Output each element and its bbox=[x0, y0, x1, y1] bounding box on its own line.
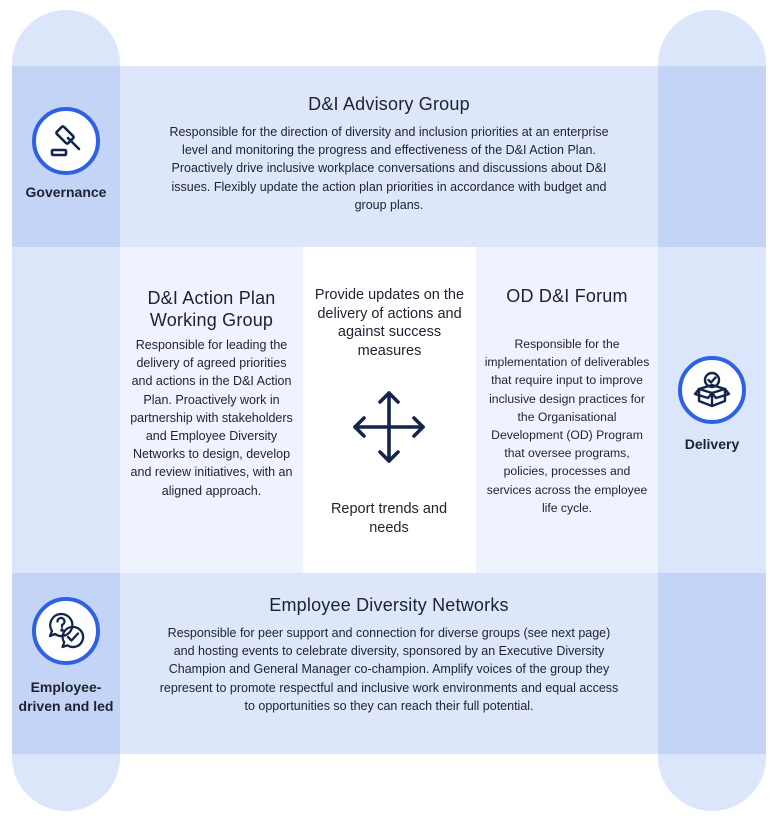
overlap-top-right bbox=[658, 66, 766, 247]
networks-label: Employee-driven and led bbox=[18, 679, 114, 714]
od-forum-description: Responsible for the implementation of deliverables that require input to improve inclusive design practices for the Organisational Development (OD) Program that oversee programs, policies, processes and services across the employee life cycle. bbox=[484, 337, 650, 515]
networks-title: Employee Diversity Networks bbox=[269, 595, 509, 615]
networks-description: Responsible for peer support and connection for diverse groups (see next page) and hosting events to celebrate diversity, sponsored by an Executive Diversity Champion and General Manager co-champion. Amplify voices of the group they represent to promote respectful and inclusive work environments and equal access to opportunities so they can reach their full potential. bbox=[159, 626, 619, 713]
governance-label: Governance bbox=[25, 184, 107, 200]
overlap-bottom-right bbox=[658, 573, 766, 754]
working-group-title: D&I Action Plan Working Group bbox=[147, 288, 276, 330]
updates-text: Provide updates on the delivery of actions and against success measures bbox=[314, 287, 465, 359]
box-check-icon bbox=[678, 356, 746, 424]
report-text: Report trends and needs bbox=[330, 501, 448, 536]
advisory-group-title: D&I Advisory Group bbox=[308, 94, 470, 114]
delivery-label: Delivery bbox=[684, 436, 740, 452]
four-way-arrow-icon bbox=[350, 388, 428, 466]
od-forum-title: OD D&I Forum bbox=[506, 286, 628, 306]
advisory-group-description: Responsible for the direction of diversity and inclusion priorities at an enterprise level and monitoring the progress and effectiveness of the D&I Action Plan. Proactively drive inclusive workplace conversations and discussions about D&I issues. Flexibly update the action plan priorities in accordance with budget and group plans. bbox=[169, 125, 609, 212]
working-group-description: Responsible for leading the delivery of agreed priorities and actions in the D&I Action Plan. Proactively work in partnership with stakeholders and Employee Diversity Networks to design, develop and review initiatives, with an aligned approach. bbox=[130, 338, 293, 498]
gavel-icon bbox=[32, 107, 100, 175]
question-check-bubbles-icon bbox=[32, 597, 100, 665]
